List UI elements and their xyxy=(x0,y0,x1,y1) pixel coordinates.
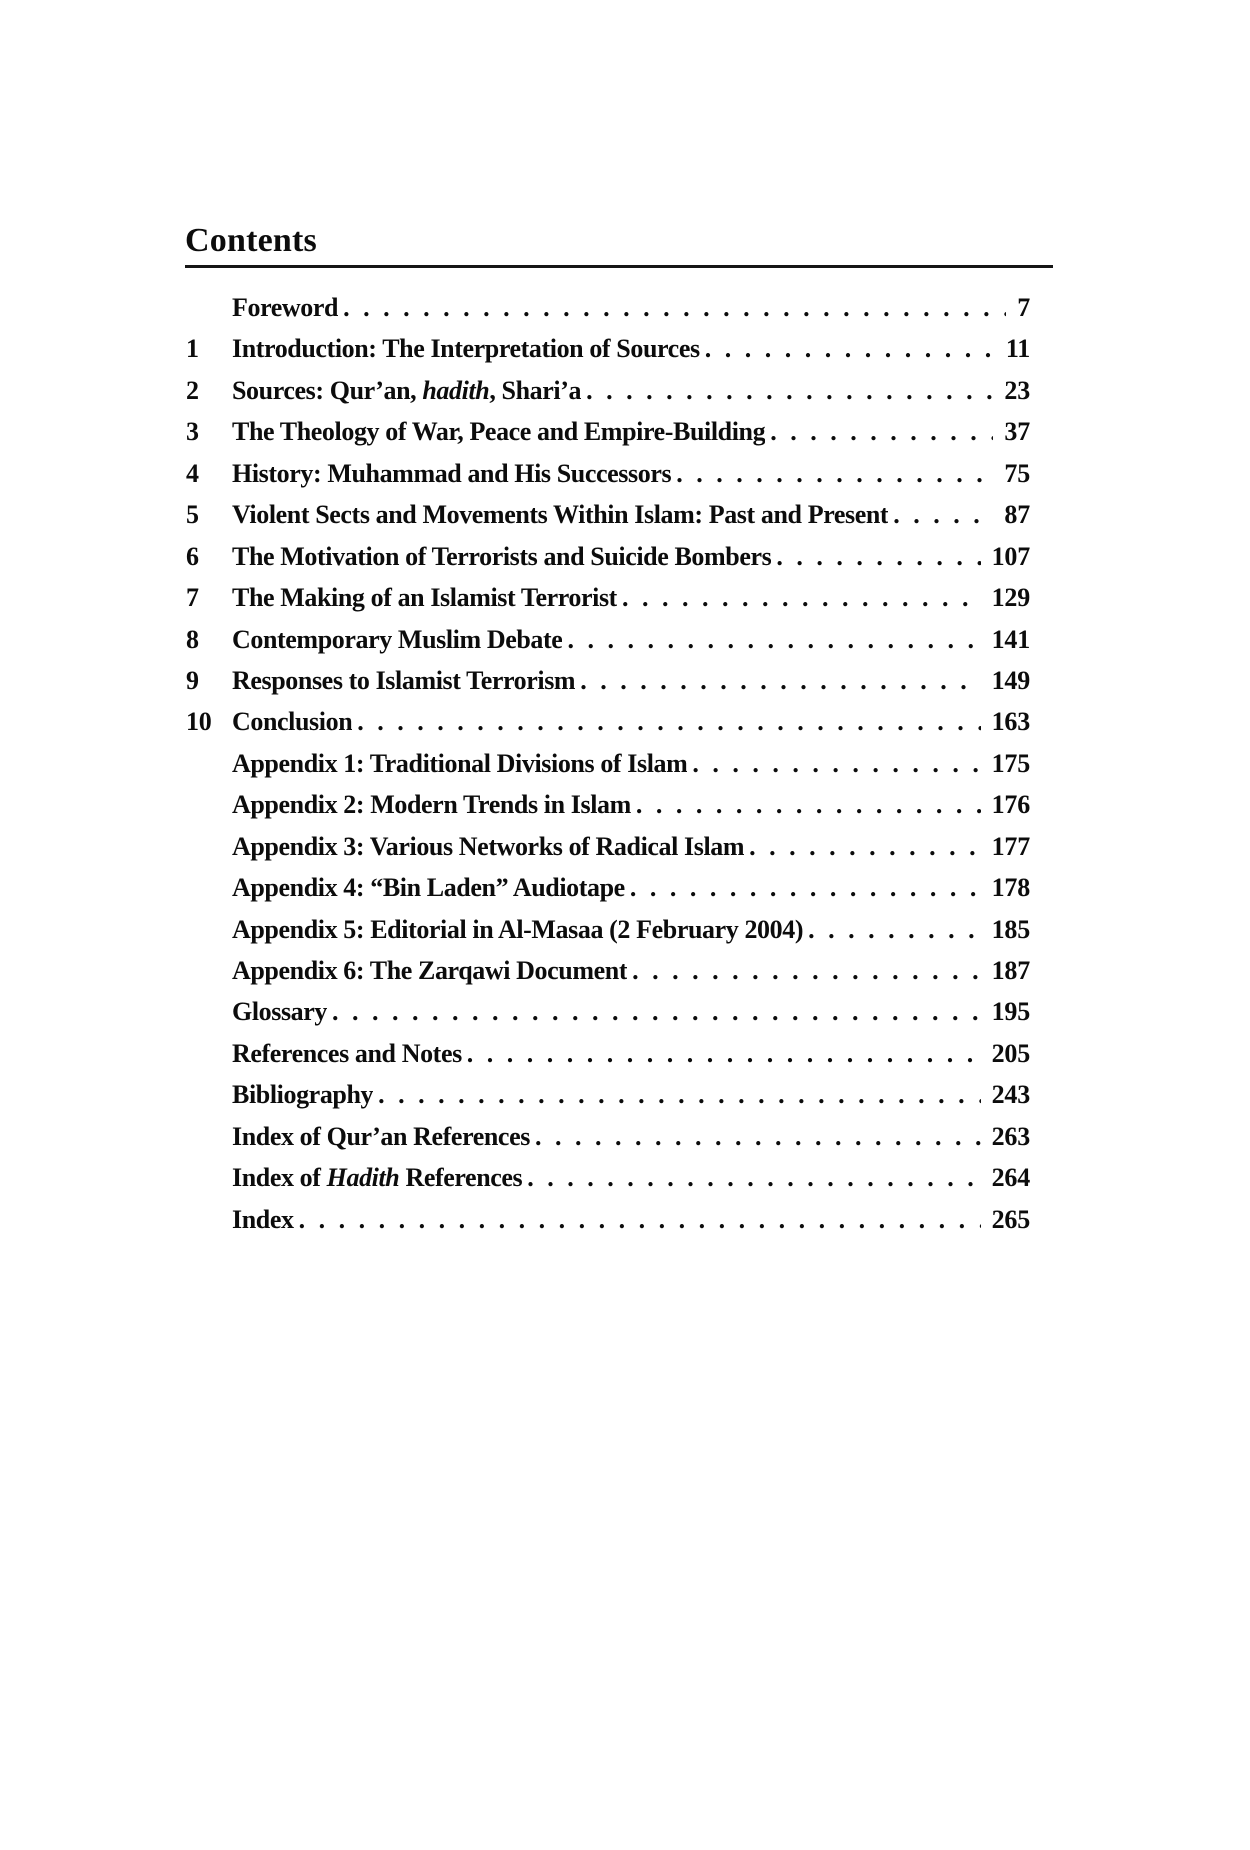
page-number: 149 xyxy=(991,665,1030,695)
chapter-number: 4 xyxy=(186,458,199,488)
toc-entry xyxy=(186,701,1054,742)
dot-leader xyxy=(705,328,995,369)
page-number: 11 xyxy=(1005,334,1030,364)
chapter-number: 8 xyxy=(186,624,199,654)
page-number: 107 xyxy=(991,541,1030,571)
page-number: 178 xyxy=(991,873,1030,903)
dot-leader xyxy=(622,577,981,618)
entry-title: Bibliography xyxy=(232,1080,374,1110)
dot-leader xyxy=(467,1033,981,1074)
page-number: 177 xyxy=(991,831,1030,861)
page-number: 175 xyxy=(991,748,1030,778)
entry-title: The Theology of War, Peace and Empire-Building xyxy=(232,417,766,447)
page-number: 264 xyxy=(991,1163,1030,1193)
chapter-number: 2 xyxy=(186,375,199,405)
dot-leader xyxy=(527,1157,980,1198)
page-number: 263 xyxy=(991,1121,1030,1151)
toc-entry xyxy=(186,867,1054,908)
page-number: 176 xyxy=(991,790,1030,820)
entry-title: Appendix 4: “Bin Laden” Audiotape xyxy=(232,873,625,903)
entry-title: Appendix 3: Various Networks of Radical Islam xyxy=(232,831,745,861)
dot-leader xyxy=(749,826,980,867)
entry-title: Responses to Islamist Terrorism xyxy=(232,665,576,695)
entry-title: Appendix 1: Traditional Divisions of Islam xyxy=(232,748,688,778)
chapter-number: 9 xyxy=(186,665,199,695)
dot-leader xyxy=(808,909,980,950)
toc-entry xyxy=(186,619,1054,660)
page-number: 205 xyxy=(991,1038,1030,1068)
chapter-number: 7 xyxy=(186,583,199,613)
dot-leader xyxy=(332,991,981,1032)
toc-entry xyxy=(186,1074,1054,1115)
entry-title: Index of Hadith References xyxy=(232,1163,523,1193)
toc-entry xyxy=(186,453,1054,494)
page-number: 75 xyxy=(1004,458,1030,488)
toc-entry xyxy=(186,411,1054,452)
chapter-number: 10 xyxy=(186,707,212,737)
dot-leader xyxy=(770,411,993,452)
page-number: 23 xyxy=(1004,375,1030,405)
page-number: 87 xyxy=(1004,500,1030,530)
toc-entry xyxy=(186,1199,1054,1240)
toc-entry xyxy=(186,370,1054,411)
toc-entry xyxy=(186,1157,1054,1198)
dot-leader xyxy=(676,453,993,494)
entry-title: Conclusion xyxy=(232,707,353,737)
toc-entry xyxy=(186,784,1054,825)
dot-leader xyxy=(378,1074,980,1115)
dot-leader xyxy=(299,1199,981,1240)
dot-leader xyxy=(580,660,980,701)
toc-entry xyxy=(186,287,1054,328)
dot-leader xyxy=(692,743,980,784)
dot-leader xyxy=(636,784,981,825)
entry-title: Sources: Qur’an, hadith, Shari’a xyxy=(232,375,582,405)
toc-list xyxy=(186,287,1054,1240)
page-number: 141 xyxy=(991,624,1030,654)
entry-title: Appendix 6: The Zarqawi Document xyxy=(232,956,628,985)
entry-title: The Motivation of Terrorists and Suicide Bombers xyxy=(232,541,772,571)
dot-leader xyxy=(586,370,993,411)
dot-leader xyxy=(630,867,981,908)
entry-title: Contemporary Muslim Debate xyxy=(232,624,563,654)
dot-leader xyxy=(535,1116,981,1157)
page-number: 195 xyxy=(991,997,1030,1027)
chapter-number: 5 xyxy=(186,500,199,530)
toc-entry xyxy=(186,536,1054,577)
entry-title: Index of Qur’an References xyxy=(232,1121,530,1151)
dot-leader xyxy=(343,287,1006,328)
page-number: 129 xyxy=(991,583,1030,613)
dot-leader xyxy=(632,950,981,991)
entry-title: Introduction: The Interpretation of Sources xyxy=(232,334,700,364)
page-number: 265 xyxy=(991,1204,1030,1234)
toc-entry xyxy=(186,991,1054,1032)
entry-title: Index xyxy=(232,1204,294,1234)
dot-leader xyxy=(893,494,993,535)
chapter-number: 3 xyxy=(186,417,199,447)
dot-leader xyxy=(357,701,980,742)
page-number: 163 xyxy=(991,707,1030,737)
toc-entry xyxy=(186,743,1054,784)
toc-entry xyxy=(186,494,1054,535)
toc-entry xyxy=(186,577,1054,618)
entry-title: Appendix 2: Modern Trends in Islam xyxy=(232,790,631,820)
toc-entry xyxy=(186,826,1054,867)
entry-title: The Making of an Islamist Terrorist xyxy=(232,583,617,613)
toc-entry xyxy=(186,909,1054,950)
toc-entry xyxy=(186,328,1054,369)
entry-title: Glossary xyxy=(232,997,328,1027)
dot-leader xyxy=(776,536,980,577)
entry-title: References and Notes xyxy=(232,1038,462,1068)
entry-title: Violent Sects and Movements Within Islam: Past and Present xyxy=(232,500,889,530)
page-number: 185 xyxy=(991,914,1030,944)
toc-entry xyxy=(186,1033,1054,1074)
toc-entry xyxy=(186,660,1054,701)
page-number: 187 xyxy=(991,956,1030,985)
entry-title: History: Muhammad and His Successors xyxy=(232,458,672,488)
toc-entry xyxy=(186,1116,1054,1157)
dot-leader xyxy=(567,619,980,660)
entry-title: Appendix 5: Editorial in Al-Masaa (2 February 2004) xyxy=(232,914,804,944)
page-number: 7 xyxy=(1017,293,1030,322)
page-number: 243 xyxy=(991,1080,1030,1110)
chapter-number: 6 xyxy=(186,541,199,571)
chapter-number: 1 xyxy=(186,334,199,364)
page-number: 37 xyxy=(1004,417,1030,447)
title-rule xyxy=(185,265,1053,268)
page-title: Contents xyxy=(185,222,317,259)
entry-title: Foreword xyxy=(232,293,339,322)
toc-entry xyxy=(186,950,1054,991)
